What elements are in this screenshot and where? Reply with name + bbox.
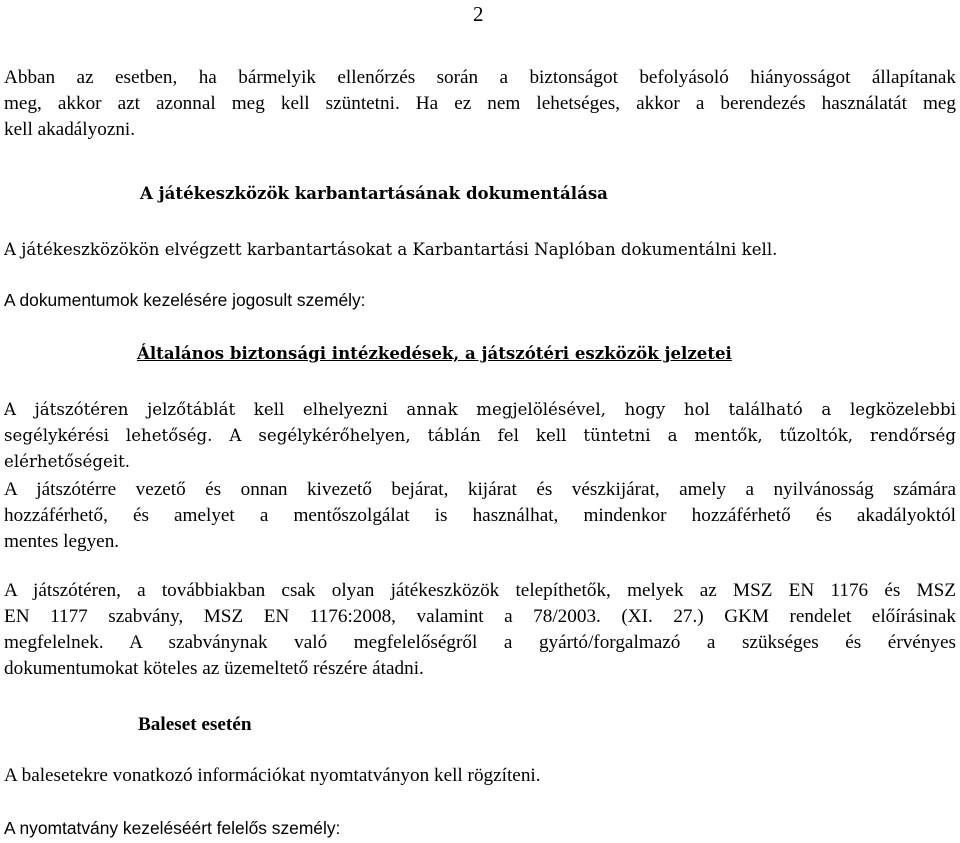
text-line: A balesetekre vonatkozó információkat nyomtatványon kell rögzíteni.: [4, 765, 541, 786]
page-number: 2: [473, 2, 484, 26]
paragraph-sign: [4, 397, 956, 475]
text-line: mentes legyen.: [4, 531, 120, 552]
text-line: dokumentumokat köteles az üzemeltető részére átadni.: [4, 658, 424, 679]
text-line: A játszótéren, a továbbiakban csak olyan játékeszközök telepíthetők, melyek az MSZ EN 1176 és MSZ: [4, 580, 956, 601]
heading-text: A játékeszközök karbantartásának dokumentálása: [140, 183, 608, 203]
text-line: EN 1177 szabvány, MSZ EN 1176:2008, valamint a 78/2003. (XI. 27.) GKM rendelet előírásinak: [4, 606, 956, 627]
text-line: megfelelnek. A szabványnak való megfelelőségről a gyártó/forgalmazó a szükséges és érvényes: [4, 632, 956, 653]
paragraph-accident: [4, 763, 956, 789]
paragraph-deficiency: [4, 65, 956, 143]
heading-maintenance: [140, 180, 940, 206]
text-line: hozzáférhető, és amelyet a mentőszolgálat is használhat, mindenkor hozzáférhető és akadályoktól: [4, 505, 956, 526]
text-line: kell akadályozni.: [4, 119, 136, 140]
text-line: A játszótérre vezető és onnan kivezető bejárat, kijárat és vészkijárat, amely a nyilvánosság számára: [4, 479, 956, 500]
paragraph-form-responsible: [4, 815, 956, 841]
heading-safety: [137, 340, 937, 366]
text-line: A játékeszközökön elvégzett karbantartásokat a Karbantartási Naplóban dokumentálni kell.: [4, 240, 778, 259]
text-line: A játszótéren jelzőtáblát kell elhelyezni annak megjelölésével, hogy hol található a legközelebbi: [4, 400, 956, 419]
paragraph-standards: [4, 578, 956, 682]
text-line: A nyomtatvány kezeléséért felelős személy:: [4, 818, 341, 838]
paragraph-document-responsible: [4, 287, 956, 313]
paragraph-maintenance: [4, 237, 956, 263]
text-line: Abban az esetben, ha bármelyik ellenőrzés során a biztonságot befolyásoló hiányosságot állapítanak: [4, 67, 956, 88]
paragraph-entrance: [4, 477, 956, 555]
heading-text: Baleset esetén: [138, 714, 252, 735]
text-line: A dokumentumok kezelésére jogosult személy:: [4, 290, 366, 310]
heading-text: Általános biztonsági intézkedések, a játszótéri eszközök jelzetei: [137, 343, 732, 363]
heading-accident: [138, 712, 938, 738]
text-line: meg, akkor azt azonnal meg kell szüntetni. Ha ez nem lehetséges, akkor a berendezés használatát meg: [4, 93, 956, 114]
text-line: elérhetőségeit.: [4, 452, 131, 471]
text-line: segélykérési lehetőség. A segélykérőhelyen, táblán fel kell tüntetni a mentők, tűzoltók, rendőrség: [4, 426, 956, 445]
